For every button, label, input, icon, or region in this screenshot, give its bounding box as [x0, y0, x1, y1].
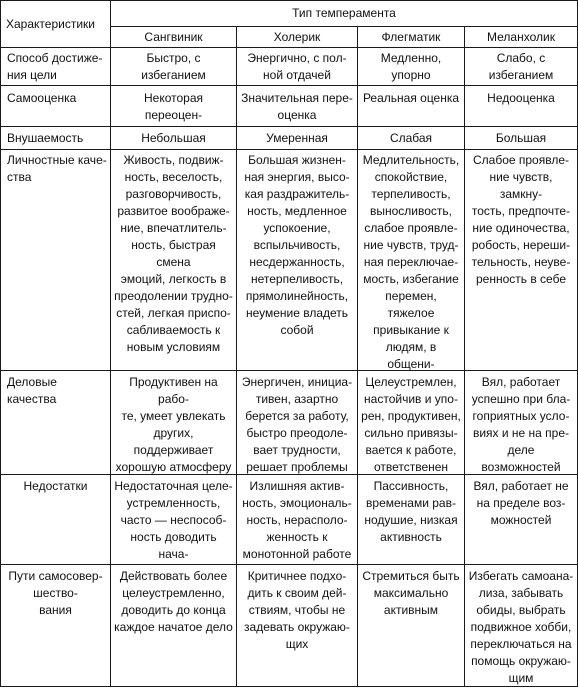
- table-cell: Энергичен, инициа- тивен, азартно берется за работу, быстро преодоле- вает трудности, решает проблемы: [241, 375, 353, 474]
- row-label: Внушаемость: [7, 130, 84, 145]
- row-label: Способ достиже- ния цели: [7, 51, 103, 82]
- corner-header: [2, 1, 110, 47]
- table-cell: Излишняя актив- ность, эмоциональ- ность, нерасполо- женность к монотонной работе: [242, 479, 352, 561]
- table-cell: Медленно, упорно: [380, 51, 442, 82]
- table-cell: Большая жизнен- ная энергия, высо- кая раздражитель- ность, медленное успокоение, вспыльчивость, несдержанность, нетерпеливость, прямолинейность, неумение владеть собой: [244, 153, 350, 337]
- row-label: Самооценка: [7, 91, 77, 105]
- rule-row-5: [0, 370, 578, 371]
- rule-row-2: [0, 85, 578, 86]
- table-cell: Слабо, с избеганием: [488, 51, 554, 82]
- table-cell: Избегать самоана- лиза, забывать обиды, выбрать подвижное хобби, переключаться на помощь окружаю- щим: [468, 569, 574, 685]
- corner-header-text: Характеристики: [6, 16, 95, 31]
- table-cell: Пассивность, временами рав- нодушие, низкая активность: [364, 479, 458, 544]
- row-label: Недостатки: [23, 479, 88, 493]
- rule-row-4: [0, 149, 578, 150]
- table-cell: Недооценка: [487, 91, 555, 105]
- table-cell: Энергично, с пол- ной отдачей: [247, 51, 347, 82]
- table-cell: Слабое проявле- ние чувств, замкну- тость, предпочте- ние одиночества, робость, нереши- тельность, неуве- ренность в себе: [471, 153, 571, 286]
- table-cell: Действовать более целеустремленно, доводить до конца каждое начатое дело: [114, 569, 233, 634]
- col-header-melancholic: Меланхолик: [487, 29, 555, 44]
- table-cell: Стремиться быть максимально активным: [362, 569, 460, 617]
- table-cell: Слабая: [389, 130, 433, 145]
- table-cell: Критичнее подхо- дить к своим дей- ствиям, чтобы не задевать окружаю- щих: [244, 569, 350, 651]
- table-cell: Недостаточная целе- устремленность, часто — неспособ- ность доводить нача-: [114, 479, 233, 561]
- row-label: Деловые качества: [7, 375, 57, 406]
- row-label: Пути самосовер- шество- вания: [8, 569, 103, 617]
- col-header-sanguine: Сангвиник: [144, 29, 203, 44]
- rule-row-6: [0, 474, 578, 475]
- group-header: [111, 1, 577, 26]
- table-cell: Некоторая переоцен-: [143, 91, 203, 122]
- table-cell: Небольшая: [141, 130, 206, 145]
- table-cell: Значительная пере- оценка: [241, 91, 353, 122]
- row-label: Личностные каче- ства: [7, 153, 107, 184]
- rule-row-1: [0, 47, 578, 48]
- table-cell: Вял, работает успешно при бла- гоприятных усло- виях и не на пре- деле возможностей: [471, 375, 571, 474]
- rule-bottom: [0, 686, 578, 687]
- table-cell: Умеренная: [266, 130, 328, 145]
- row-label-cell: [4, 127, 110, 149]
- table-cell: Живость, подвиж- ность, веселость, разговорчивость, развитое воображе- ние, впечатлитель- ность, быстрая смена эмоций, легкость в преодолении трудно- стей, легкая приспо- сабливаемость к новым условиям: [114, 153, 233, 354]
- table-cell: Большая: [495, 130, 547, 145]
- group-header-text: Тип темперамента: [292, 6, 396, 20]
- table-cell: Быстро, с избеганием: [141, 51, 206, 82]
- table-cell: Продуктивен на рабо- те, умеет увлекать других, поддерживает хорошую атмосферу: [115, 375, 232, 474]
- table-cell: Реальная оценка: [362, 91, 460, 105]
- table-cell: Вял, работает не на пределе воз- можностей: [473, 479, 569, 527]
- table-cell: Целеустремлен, настойчив и упо- рен, продуктивен, сильно привязы- вается к работе, ответственен: [361, 375, 461, 474]
- col-header-choleric: Холерик: [273, 29, 321, 44]
- table-cell: Медлительность, спокойствие, терпеливость, выносливость, слабое проявле- ние чувств, труд- ная переключае- мость, избегание перемен, тяжелое привыкание к людям, в общени-: [362, 153, 460, 370]
- col-header-phlegmatic: Флегматик: [381, 29, 441, 44]
- rule-row-7: [0, 564, 578, 565]
